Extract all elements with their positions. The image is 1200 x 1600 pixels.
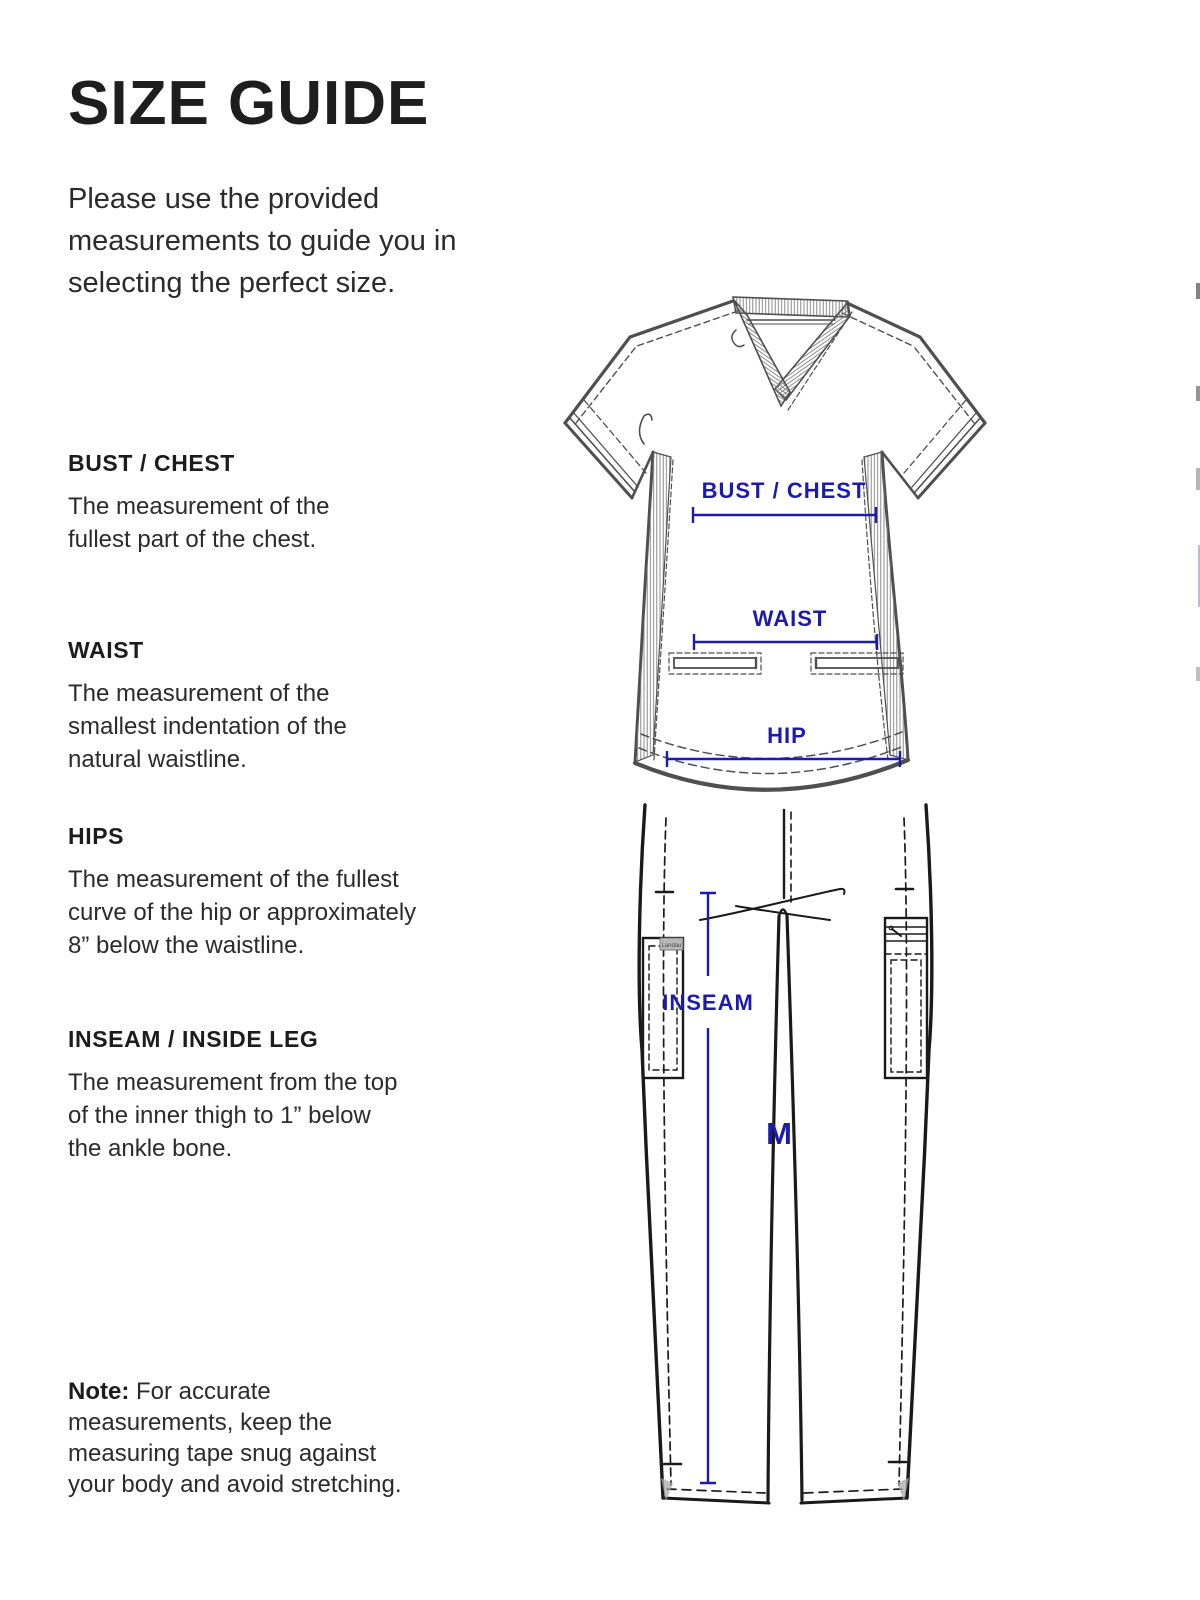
note-line (68, 1376, 438, 1407)
instrument-loop (640, 414, 653, 444)
measurement-annotations (662, 478, 900, 1483)
intro-line: Please use the provided (68, 183, 380, 215)
waist-measure-label: WAIST (752, 606, 828, 631)
section-hips (68, 823, 468, 962)
v-neck-collar (732, 297, 852, 410)
zipper-pull-icon (892, 929, 901, 936)
body-line: The measurement of the (68, 493, 330, 520)
size-marker-label: M (766, 1116, 792, 1151)
page-edge-artifact (1196, 468, 1200, 490)
section-waist (68, 637, 408, 776)
body-line: 8” below the waistline. (68, 932, 305, 959)
note-line: measuring tape snug against (68, 1440, 377, 1467)
section-body (68, 1066, 433, 1165)
brand-tag-text: Landau (661, 943, 682, 949)
page-edge-artifact (1196, 386, 1200, 401)
section-bust-chest (68, 450, 408, 556)
body-line: curve of the hip or approximately (68, 899, 417, 926)
section-heading: HIPS (68, 823, 125, 849)
hip-measure-label: HIP (767, 723, 807, 748)
body-line: The measurement from the top (68, 1069, 398, 1096)
section-heading: INSEAM / INSIDE LEG (68, 1026, 319, 1052)
inseam-measure-label: INSEAM (662, 990, 754, 1015)
section-body (68, 490, 408, 556)
body-line: The measurement of the (68, 680, 330, 707)
page-title: SIZE GUIDE (68, 69, 430, 138)
section-body (68, 677, 408, 776)
bust-measure-label: BUST / CHEST (701, 478, 867, 503)
section-body (68, 863, 468, 962)
intro-line: measurements to guide you in (68, 225, 457, 257)
welt-pockets (669, 653, 903, 674)
body-line: the ankle bone. (68, 1135, 233, 1162)
intro-text (68, 178, 457, 304)
body-line: of the inner thigh to 1” below (68, 1102, 371, 1129)
note-text (68, 1376, 438, 1500)
page-edge-artifact (1196, 283, 1200, 299)
section-heading: BUST / CHEST (68, 450, 235, 476)
body-line: The measurement of the fullest (68, 866, 399, 893)
note-line: your body and avoid stretching. (68, 1471, 402, 1498)
collar-notch (732, 330, 744, 347)
page-edge-artifact (1196, 667, 1200, 681)
note-line: measurements, keep the (68, 1409, 333, 1436)
body-line: natural waistline. (68, 746, 247, 773)
body-line: fullest part of the chest. (68, 526, 317, 553)
pants-sketch (639, 805, 932, 1503)
section-inseam (68, 1026, 433, 1165)
section-heading: WAIST (68, 637, 144, 663)
note-line-rest: For accurate (136, 1378, 271, 1405)
scrub-top-sketch (565, 297, 985, 790)
size-diagram (540, 270, 1010, 1530)
body-line: smallest indentation of the (68, 713, 347, 740)
note-label: Note: (68, 1378, 130, 1405)
intro-line: selecting the perfect size. (68, 267, 396, 299)
